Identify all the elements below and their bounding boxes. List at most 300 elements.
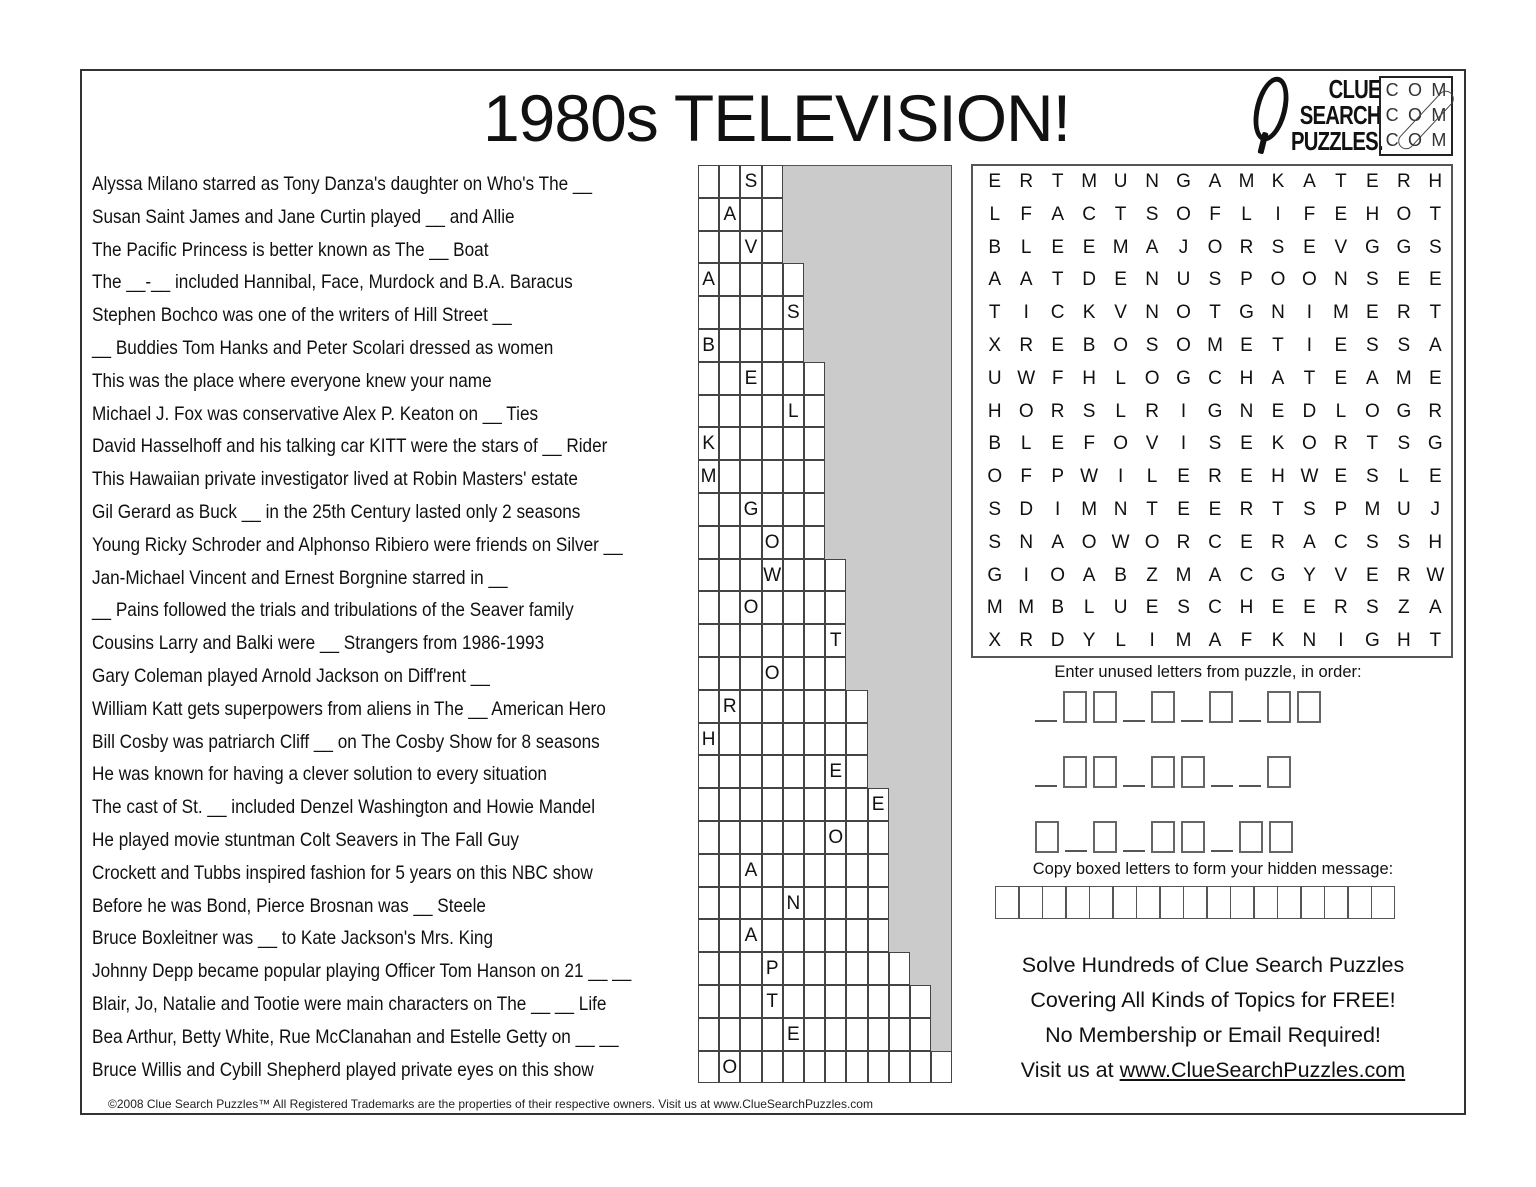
ladder-cell[interactable] <box>719 788 740 821</box>
ladder-cell[interactable] <box>783 690 804 723</box>
ladder-cell[interactable] <box>762 165 783 198</box>
ladder-cell[interactable] <box>719 263 740 296</box>
word-search-letter[interactable]: L <box>1335 400 1347 422</box>
ladder-cell[interactable] <box>719 460 740 493</box>
word-search-letter[interactable]: E <box>1271 400 1285 422</box>
word-search-letter[interactable]: F <box>1020 203 1032 225</box>
ladder-cell[interactable] <box>740 755 761 788</box>
word-search-letter[interactable]: H <box>1271 466 1285 488</box>
ladder-cell[interactable] <box>740 723 761 756</box>
word-search-letter[interactable]: H <box>1239 597 1254 619</box>
ladder-cell[interactable] <box>783 657 804 690</box>
ladder-cell[interactable] <box>719 755 740 788</box>
letter-blank[interactable] <box>1239 785 1261 787</box>
word-search-letter[interactable]: T <box>1146 498 1158 520</box>
word-search-letter[interactable]: S <box>1366 269 1379 291</box>
word-search-letter[interactable]: L <box>1241 203 1252 225</box>
ladder-cell[interactable]: G <box>740 493 761 526</box>
ladder-cell[interactable]: R <box>719 690 740 723</box>
word-search-letter[interactable]: N <box>1302 630 1317 652</box>
ladder-cell[interactable] <box>740 460 761 493</box>
word-search-letter[interactable]: T <box>1429 302 1442 324</box>
word-search-letter[interactable]: S <box>1177 597 1190 619</box>
word-search-letter[interactable]: Z <box>1398 597 1410 619</box>
word-search-letter[interactable]: V <box>1334 236 1348 258</box>
word-search-letter[interactable]: B <box>1082 334 1096 356</box>
ladder-cell[interactable] <box>931 1051 952 1084</box>
ladder-cell[interactable] <box>719 952 740 985</box>
word-search-letter[interactable]: G <box>1364 236 1380 258</box>
word-search-letter[interactable]: R <box>1396 171 1411 192</box>
word-search-letter[interactable]: C <box>1082 203 1096 225</box>
word-search-letter[interactable]: X <box>988 334 1002 356</box>
word-search-letter[interactable]: W <box>1426 564 1445 586</box>
ladder-cell[interactable] <box>719 821 740 854</box>
word-search-letter[interactable]: O <box>1050 564 1066 586</box>
ladder-cell[interactable] <box>804 985 825 1018</box>
word-search-letter[interactable]: I <box>1275 203 1281 225</box>
word-search-letter[interactable]: S <box>988 531 1002 553</box>
word-search-letter[interactable]: I <box>1055 498 1061 520</box>
ladder-cell[interactable] <box>804 755 825 788</box>
ladder-cell[interactable] <box>762 788 783 821</box>
ladder-cell[interactable] <box>868 854 889 887</box>
word-search-letter[interactable]: R <box>1176 531 1191 553</box>
word-search-letter[interactable]: M <box>1207 334 1223 356</box>
word-search-letter[interactable]: F <box>1020 466 1032 488</box>
ladder-cell[interactable] <box>783 821 804 854</box>
word-search-letter[interactable]: R <box>1145 400 1159 422</box>
word-search-letter[interactable]: E <box>1240 466 1253 488</box>
word-search-letter[interactable]: R <box>1396 564 1411 586</box>
word-search-letter[interactable]: P <box>1334 498 1348 520</box>
word-search-letter[interactable]: U <box>1396 498 1411 520</box>
ladder-cell[interactable]: P <box>762 952 783 985</box>
letter-box[interactable] <box>1151 756 1175 788</box>
letter-box[interactable] <box>1093 691 1117 723</box>
letter-blank[interactable] <box>1123 850 1145 852</box>
message-box[interactable] <box>1042 886 1066 919</box>
word-search-letter[interactable]: O <box>1144 367 1160 389</box>
ladder-cell[interactable] <box>719 919 740 952</box>
ladder-cell[interactable] <box>825 919 846 952</box>
ladder-cell[interactable] <box>698 362 719 395</box>
ladder-cell[interactable] <box>740 821 761 854</box>
letter-box[interactable] <box>1181 756 1205 788</box>
ladder-cell[interactable] <box>825 952 846 985</box>
word-search-letter[interactable]: F <box>1051 367 1064 389</box>
message-box[interactable] <box>1136 886 1160 919</box>
ladder-cell[interactable] <box>825 559 846 592</box>
word-search-letter[interactable]: A <box>1019 269 1033 291</box>
ladder-cell[interactable] <box>804 526 825 559</box>
ladder-cell[interactable]: O <box>762 526 783 559</box>
ladder-cell[interactable] <box>762 427 783 460</box>
word-search-letter[interactable]: K <box>1271 630 1285 652</box>
ladder-cell[interactable] <box>740 985 761 1018</box>
word-search-letter[interactable]: T <box>1335 171 1347 192</box>
ladder-cell[interactable] <box>846 854 867 887</box>
word-search-letter[interactable]: E <box>1271 597 1285 619</box>
message-box[interactable] <box>1324 886 1348 919</box>
ladder-cell[interactable] <box>740 296 761 329</box>
word-search-letter[interactable]: O <box>1144 531 1160 553</box>
ladder-cell[interactable] <box>804 362 825 395</box>
word-search-letter[interactable]: R <box>1271 531 1285 553</box>
word-search-letter[interactable]: D <box>1019 498 1034 520</box>
ladder-cell[interactable] <box>804 624 825 657</box>
ladder-cell[interactable] <box>825 690 846 723</box>
letter-blank[interactable] <box>1123 720 1145 722</box>
word-search-letter[interactable]: C <box>1050 302 1065 324</box>
ladder-cell[interactable] <box>868 919 889 952</box>
word-search-letter[interactable]: R <box>1239 498 1254 520</box>
word-search-letter[interactable]: T <box>1051 171 1064 192</box>
word-search-letter[interactable]: E <box>1145 597 1159 619</box>
word-search-letter[interactable]: E <box>1177 498 1190 520</box>
word-search-letter[interactable]: C <box>1334 531 1348 553</box>
word-search-letter[interactable]: S <box>1145 334 1159 356</box>
word-search-letter[interactable]: T <box>1051 269 1064 291</box>
ladder-cell[interactable] <box>740 1018 761 1051</box>
word-search-letter[interactable]: S <box>1303 498 1316 520</box>
ladder-cell[interactable]: M <box>698 460 719 493</box>
ladder-cell[interactable]: E <box>783 1018 804 1051</box>
ladder-cell[interactable] <box>804 952 825 985</box>
word-search-letter[interactable]: S <box>1208 269 1222 291</box>
letter-box[interactable] <box>1063 691 1087 723</box>
word-search-letter[interactable]: E <box>1428 466 1442 488</box>
ladder-cell[interactable] <box>698 526 719 559</box>
ladder-cell[interactable] <box>783 985 804 1018</box>
word-search-letter[interactable]: O <box>1113 334 1128 356</box>
ladder-cell[interactable] <box>783 624 804 657</box>
ladder-cell[interactable] <box>698 493 719 526</box>
word-search-letter[interactable]: L <box>989 203 1001 225</box>
ladder-cell[interactable] <box>783 559 804 592</box>
word-search-letter[interactable]: N <box>1271 302 1285 324</box>
word-search-letter[interactable]: O <box>987 466 1003 488</box>
ladder-cell[interactable]: T <box>762 985 783 1018</box>
letter-box[interactable] <box>1269 821 1293 853</box>
word-search-letter[interactable]: M <box>1112 236 1129 258</box>
word-search-letter[interactable]: N <box>1145 171 1159 192</box>
message-box[interactable] <box>995 886 1019 919</box>
ladder-cell[interactable] <box>740 624 761 657</box>
ladder-cell[interactable] <box>825 723 846 756</box>
word-search-letter[interactable]: N <box>1113 498 1128 520</box>
word-search-letter[interactable]: O <box>1018 400 1034 422</box>
ladder-cell[interactable] <box>804 854 825 887</box>
word-search-letter[interactable]: E <box>1334 203 1348 225</box>
word-search-letter[interactable]: M <box>1238 171 1255 192</box>
word-search-letter[interactable]: A <box>1051 203 1065 225</box>
ladder-cell[interactable] <box>762 887 783 920</box>
word-search-letter[interactable]: O <box>1176 302 1191 324</box>
ladder-cell[interactable] <box>762 460 783 493</box>
word-search-letter[interactable]: R <box>1334 433 1348 455</box>
ladder-cell[interactable] <box>740 690 761 723</box>
word-search-letter[interactable]: R <box>1239 236 1254 258</box>
ladder-cell[interactable]: V <box>740 231 761 264</box>
ladder-cell[interactable]: O <box>762 657 783 690</box>
word-search-letter[interactable]: A <box>1428 334 1442 356</box>
letter-box[interactable] <box>1209 691 1233 723</box>
word-search-letter[interactable]: U <box>987 367 1002 389</box>
word-search-letter[interactable]: E <box>1208 498 1222 520</box>
message-box[interactable] <box>1301 886 1325 919</box>
word-search-letter[interactable]: O <box>1081 531 1097 553</box>
word-search-letter[interactable]: L <box>1020 433 1032 455</box>
word-search-letter[interactable]: Y <box>1082 630 1096 652</box>
ladder-cell[interactable] <box>719 657 740 690</box>
message-box[interactable] <box>1277 886 1301 919</box>
ladder-cell[interactable] <box>698 755 719 788</box>
word-search-letter[interactable]: O <box>1270 269 1286 291</box>
message-box[interactable] <box>1160 886 1184 919</box>
word-search-letter[interactable]: M <box>986 597 1003 619</box>
word-search-letter[interactable]: I <box>1306 302 1313 324</box>
ladder-cell[interactable] <box>868 985 889 1018</box>
ladder-cell[interactable] <box>740 788 761 821</box>
word-search-letter[interactable]: E <box>1240 334 1253 356</box>
word-search-letter[interactable]: B <box>1114 564 1127 586</box>
ladder-cell[interactable] <box>868 1018 889 1051</box>
word-search-letter[interactable]: I <box>1117 466 1124 488</box>
ladder-cell[interactable] <box>719 165 740 198</box>
ladder-cell[interactable] <box>846 1018 867 1051</box>
ladder-cell[interactable] <box>846 1051 867 1084</box>
word-search-letter[interactable]: C <box>1208 367 1222 389</box>
ladder-cell[interactable] <box>804 493 825 526</box>
word-search-letter[interactable]: C <box>1239 564 1254 586</box>
ladder-cell[interactable]: H <box>698 723 719 756</box>
word-search-letter[interactable]: R <box>1334 597 1348 619</box>
ladder-cell[interactable] <box>698 624 719 657</box>
word-search-letter[interactable]: G <box>1427 433 1443 455</box>
ladder-cell[interactable] <box>698 231 719 264</box>
ladder-cell[interactable]: E <box>740 362 761 395</box>
word-search-letter[interactable]: A <box>1082 564 1096 586</box>
word-search-letter[interactable]: A <box>1366 367 1379 389</box>
word-search-letter[interactable]: S <box>1397 433 1411 455</box>
letter-box[interactable] <box>1151 691 1175 723</box>
word-search-letter[interactable]: A <box>1271 367 1285 389</box>
word-search-letter[interactable]: E <box>1240 433 1253 455</box>
ladder-cell[interactable] <box>762 329 783 362</box>
ladder-cell[interactable] <box>804 657 825 690</box>
word-search-letter[interactable]: G <box>1176 171 1191 192</box>
word-search-letter[interactable]: E <box>1334 367 1348 389</box>
word-search-letter[interactable]: N <box>1019 531 1034 553</box>
ladder-cell[interactable]: O <box>719 1051 740 1084</box>
word-search-letter[interactable]: G <box>1207 400 1223 422</box>
word-search-letter[interactable]: X <box>988 630 1002 652</box>
ladder-cell[interactable] <box>868 952 889 985</box>
word-search-letter[interactable]: T <box>1429 630 1442 652</box>
ladder-cell[interactable] <box>740 657 761 690</box>
word-search-letter[interactable]: Z <box>1146 564 1158 586</box>
word-search-letter[interactable]: E <box>1114 269 1127 291</box>
word-search-letter[interactable]: V <box>1145 433 1159 455</box>
ladder-cell[interactable] <box>783 591 804 624</box>
letter-blank[interactable] <box>1035 720 1057 722</box>
ladder-cell[interactable]: E <box>825 755 846 788</box>
ladder-cell[interactable] <box>804 559 825 592</box>
word-search-letter[interactable]: E <box>1051 334 1065 356</box>
word-search-letter[interactable]: T <box>1429 203 1442 225</box>
word-search-letter[interactable]: G <box>1239 302 1254 324</box>
ladder-cell[interactable] <box>719 526 740 559</box>
word-search-letter[interactable]: B <box>988 236 1002 258</box>
ladder-cell[interactable]: A <box>698 263 719 296</box>
word-search-letter[interactable]: A <box>1208 171 1222 192</box>
ladder-cell[interactable] <box>783 755 804 788</box>
word-search-letter[interactable]: H <box>1396 630 1411 652</box>
word-search-letter[interactable]: C <box>1208 531 1222 553</box>
message-box[interactable] <box>1207 886 1231 919</box>
word-search-letter[interactable]: S <box>1208 433 1222 455</box>
ladder-cell[interactable] <box>698 559 719 592</box>
ladder-cell[interactable] <box>719 296 740 329</box>
ladder-cell[interactable] <box>783 493 804 526</box>
ladder-cell[interactable] <box>698 1018 719 1051</box>
ladder-cell[interactable] <box>804 788 825 821</box>
word-search-letter[interactable]: E <box>988 171 1002 192</box>
ladder-cell[interactable] <box>910 1018 931 1051</box>
ladder-cell[interactable] <box>783 854 804 887</box>
website-link[interactable]: www.ClueSearchPuzzles.com <box>1119 1058 1406 1082</box>
ladder-cell[interactable] <box>698 165 719 198</box>
word-search-letter[interactable]: K <box>1271 433 1285 455</box>
ladder-cell[interactable] <box>783 329 804 362</box>
word-search-letter[interactable]: T <box>1272 498 1284 520</box>
ladder-cell[interactable] <box>783 788 804 821</box>
ladder-cell[interactable]: A <box>740 919 761 952</box>
word-search-letter[interactable]: E <box>1051 433 1065 455</box>
ladder-cell[interactable] <box>719 887 740 920</box>
ladder-cell[interactable] <box>804 395 825 428</box>
word-search-letter[interactable]: M <box>1332 302 1349 324</box>
message-box[interactable] <box>1348 886 1372 919</box>
ladder-cell[interactable] <box>762 493 783 526</box>
ladder-cell[interactable] <box>804 887 825 920</box>
word-search-letter[interactable]: E <box>1428 269 1442 291</box>
message-box[interactable] <box>1019 886 1043 919</box>
ladder-cell[interactable] <box>825 985 846 1018</box>
ladder-cell[interactable] <box>740 427 761 460</box>
ladder-cell[interactable] <box>804 1018 825 1051</box>
word-search-letter[interactable]: I <box>1023 564 1029 586</box>
ladder-cell[interactable] <box>762 919 783 952</box>
word-search-letter[interactable]: T <box>1114 203 1127 225</box>
ladder-cell[interactable] <box>719 427 740 460</box>
ladder-cell[interactable] <box>868 1051 889 1084</box>
ladder-cell[interactable] <box>698 854 719 887</box>
letter-box[interactable] <box>1093 756 1117 788</box>
ladder-cell[interactable] <box>762 755 783 788</box>
word-search-letter[interactable]: F <box>1240 630 1253 652</box>
word-search-letter[interactable]: E <box>1177 466 1190 488</box>
word-search-letter[interactable]: S <box>988 498 1002 520</box>
ladder-cell[interactable] <box>762 296 783 329</box>
ladder-cell[interactable] <box>783 263 804 296</box>
ladder-cell[interactable] <box>783 526 804 559</box>
ladder-cell[interactable]: B <box>698 329 719 362</box>
word-search-letter[interactable]: R <box>1208 466 1222 488</box>
ladder-cell[interactable] <box>740 263 761 296</box>
word-search-letter[interactable]: T <box>988 302 1001 324</box>
ladder-cell[interactable] <box>719 854 740 887</box>
ladder-cell[interactable] <box>846 690 867 723</box>
letter-box[interactable] <box>1267 756 1291 788</box>
word-search-letter[interactable]: S <box>1366 597 1379 619</box>
ladder-cell[interactable] <box>740 952 761 985</box>
word-search-letter[interactable]: P <box>1240 269 1253 291</box>
word-search-letter[interactable]: F <box>1083 433 1095 455</box>
word-search-letter[interactable]: O <box>1302 269 1317 291</box>
message-box[interactable] <box>1066 886 1090 919</box>
word-search-letter[interactable]: M <box>1175 630 1192 652</box>
ladder-cell[interactable] <box>825 854 846 887</box>
ladder-cell[interactable] <box>868 887 889 920</box>
word-search-letter[interactable]: R <box>1428 400 1443 422</box>
ladder-cell[interactable]: W <box>762 559 783 592</box>
word-search-letter[interactable]: G <box>1396 400 1412 422</box>
ladder-cell[interactable]: S <box>740 165 761 198</box>
word-search-letter[interactable]: I <box>1306 334 1313 356</box>
ladder-cell[interactable] <box>740 1051 761 1084</box>
word-search-letter[interactable]: A <box>988 269 1002 291</box>
word-search-letter[interactable]: O <box>1207 236 1223 258</box>
ladder-cell[interactable] <box>762 723 783 756</box>
ladder-cell[interactable] <box>868 821 889 854</box>
word-search-letter[interactable]: M <box>1175 564 1192 586</box>
letter-box[interactable] <box>1151 821 1175 853</box>
ladder-cell[interactable] <box>846 985 867 1018</box>
word-search-letter[interactable]: O <box>1396 203 1412 225</box>
ladder-cell[interactable] <box>783 460 804 493</box>
word-search-letter[interactable]: N <box>1145 302 1159 324</box>
ladder-cell[interactable] <box>762 690 783 723</box>
letter-blank[interactable] <box>1211 785 1233 787</box>
word-search-letter[interactable]: V <box>1114 302 1127 324</box>
ladder-cell[interactable] <box>740 887 761 920</box>
word-search-letter[interactable]: H <box>1428 531 1443 553</box>
word-search-letter[interactable]: S <box>1366 531 1379 553</box>
message-box[interactable] <box>1113 886 1137 919</box>
ladder-cell[interactable] <box>698 395 719 428</box>
message-box[interactable] <box>1254 886 1278 919</box>
word-search-letter[interactable]: L <box>1115 630 1126 652</box>
word-search-letter[interactable]: A <box>1303 171 1316 192</box>
word-search-letter[interactable]: E <box>1082 236 1096 258</box>
message-box[interactable] <box>1371 886 1395 919</box>
ladder-cell[interactable] <box>762 198 783 231</box>
word-search-letter[interactable]: T <box>1209 302 1221 324</box>
word-search-letter[interactable]: F <box>1209 203 1221 225</box>
ladder-cell[interactable] <box>846 821 867 854</box>
ladder-cell[interactable] <box>783 952 804 985</box>
ladder-cell[interactable] <box>762 362 783 395</box>
word-search-letter[interactable]: G <box>1270 564 1286 586</box>
ladder-cell[interactable] <box>889 1051 910 1084</box>
word-search-letter[interactable]: H <box>1239 367 1254 389</box>
word-search-letter[interactable]: A <box>1145 236 1159 258</box>
ladder-cell[interactable] <box>740 198 761 231</box>
word-search-letter[interactable]: T <box>1303 367 1316 389</box>
word-search-letter[interactable]: N <box>1239 400 1254 422</box>
